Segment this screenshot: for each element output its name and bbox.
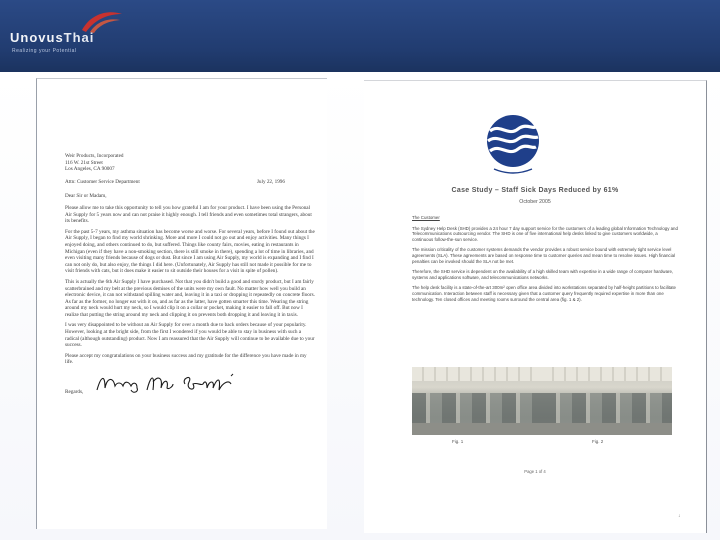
letter-paragraph: Please accept my congratulations on your business success and my gratitude for the difference you have made in my life. (65, 352, 307, 366)
address-street: 116 W. 21st Street (65, 159, 103, 166)
case-study-title: Case Study – Staff Sick Days Reduced by 61% (451, 187, 619, 194)
letter-paragraph: For the past 5-7 years, my asthma situation has become worse and worse. For several years, before I found out about the Air Supply, I began to find my world shrinking. More and more I could not go out and enjoy activities. Many things I enjoyed doing, and others continued to do, but suffered. Things like county fairs, movies, eating in restaurants in Michigan (even if they have a non-smoking section, there is still smoke in there), spending a lot of time in libraries, and even visiting many friends because of dogs or dust. But since I am using Air Supply, my world is expanding and I find I can not only do, but also enjoy, the things I did here. (Unfortunately, Air Supply has still not made it possible for me to visit friends with cats, but it does make it easier to sit outside their houses for a visit in spite of pollen). (65, 228, 315, 275)
letter-page (36, 78, 327, 529)
office-photo-2 (542, 367, 672, 435)
salutation: Dear Sir or Madam, (65, 193, 107, 200)
figure-caption-1: Fig. 1 (452, 439, 464, 444)
case-paragraph: Therefore, the SHD service is dependent on the availability of a high skilled team with expertise in a wide range of computer hardware, systems and applications software, and telecommunications networks. (412, 269, 674, 280)
attention-line: Attn: Customer Service Department (65, 178, 140, 185)
section-heading: The Customer (412, 215, 440, 220)
case-paragraph: The Sydney Help Desk (SHD) provides a 24 hour 7 day support service for the customers of a leading global Information Technology and Telecommunications outsourcing vendor. The SHD is one of five international help desks linked to give customers worldwide, a continuous follow-the-sun service. (412, 225, 678, 242)
signature-block (65, 370, 315, 396)
address-company: Weir Products, Incorporated (65, 153, 124, 159)
case-paragraph: The mission criticality of the customer systems demands the vendor provides a robust service bound with extremely tight service level agreements (SLA). These agreements are based on response time to customer queries and mean time to resolve issues. High financial penalties can be invoked should the SLA not be met. (412, 247, 676, 264)
figure-caption-2: Fig. 2 (592, 439, 604, 444)
office-photo-1 (412, 367, 542, 435)
case-paragraph: The help desk facility is a state-of-the-art 300m² open office area divided into workstations separated by half-height partitions to facilitate communication. Interaction between staff is necessary given that a customer query frequently required expertise in more than one technology. Ten closed offices and meeting rooms surround the central area (fig. 1 & 2). (412, 285, 676, 302)
letter-date: July 22, 1996 (256, 178, 285, 185)
letter-body (65, 153, 315, 396)
recipient-address (65, 153, 315, 173)
address-city: Los Angeles, CA 90007 (65, 166, 115, 173)
unovus-thai-logo (10, 6, 130, 64)
letter-paragraph: Please allow me to take this opportunity to tell you how grateful I am for your product. I have been using the Personal Air Supply for 5 years now and can not praise it highly enough. I tell friends and even sometimes total strangers, about its benefits. (65, 204, 312, 225)
page-number: Page 1 of 4 (524, 469, 546, 474)
logo-primary: Unovus (10, 30, 64, 45)
case-study-page (364, 80, 707, 533)
case-study-date: October 2005 (519, 199, 551, 205)
letter-paragraph: I was very disappointed to be without an Air Supply for over a month due to back orders because of your popularity. However, looking at the bright side, from the first I wondered if you would be able to stay in business with such a radical (although outstanding) product. Now I am reassured that the Air Supply will continue to be available due to your success. (65, 322, 315, 349)
header-band (0, 0, 720, 72)
closing: Regards, (65, 389, 84, 396)
case-study-body (412, 215, 680, 307)
logo-accent: Thai (63, 30, 95, 45)
help-desk-wave-logo (478, 113, 548, 175)
logo-wordmark (10, 30, 94, 45)
attention-row (65, 179, 285, 186)
corner-mark: ↓ (678, 513, 681, 519)
letter-paragraph: This is actually the 6th Air Supply I have purchased. Not that you didn't build a good and sturdy product, but I am fairly scatterbrained and my belt at the previous demises of the units were my own fault. No matter how well you build an electronic device, it can not withstand spilling water and, leaving it in a taxi or dropping it repeatedly on concrete floors. As far as the former, no longer eat with it on, and as far as the latter, have gotten smarter this time. Wearing the string around my neck would hurt my neck, so I would clip it on a collar or pocket, making it easier to fall off. But now I realize that putting the string around my neck and clipping it on prevents both dropping it and leaving it in taxis. (65, 278, 315, 318)
logo-tagline: Realizing your Potential (12, 48, 77, 54)
handwritten-signature (93, 370, 243, 396)
